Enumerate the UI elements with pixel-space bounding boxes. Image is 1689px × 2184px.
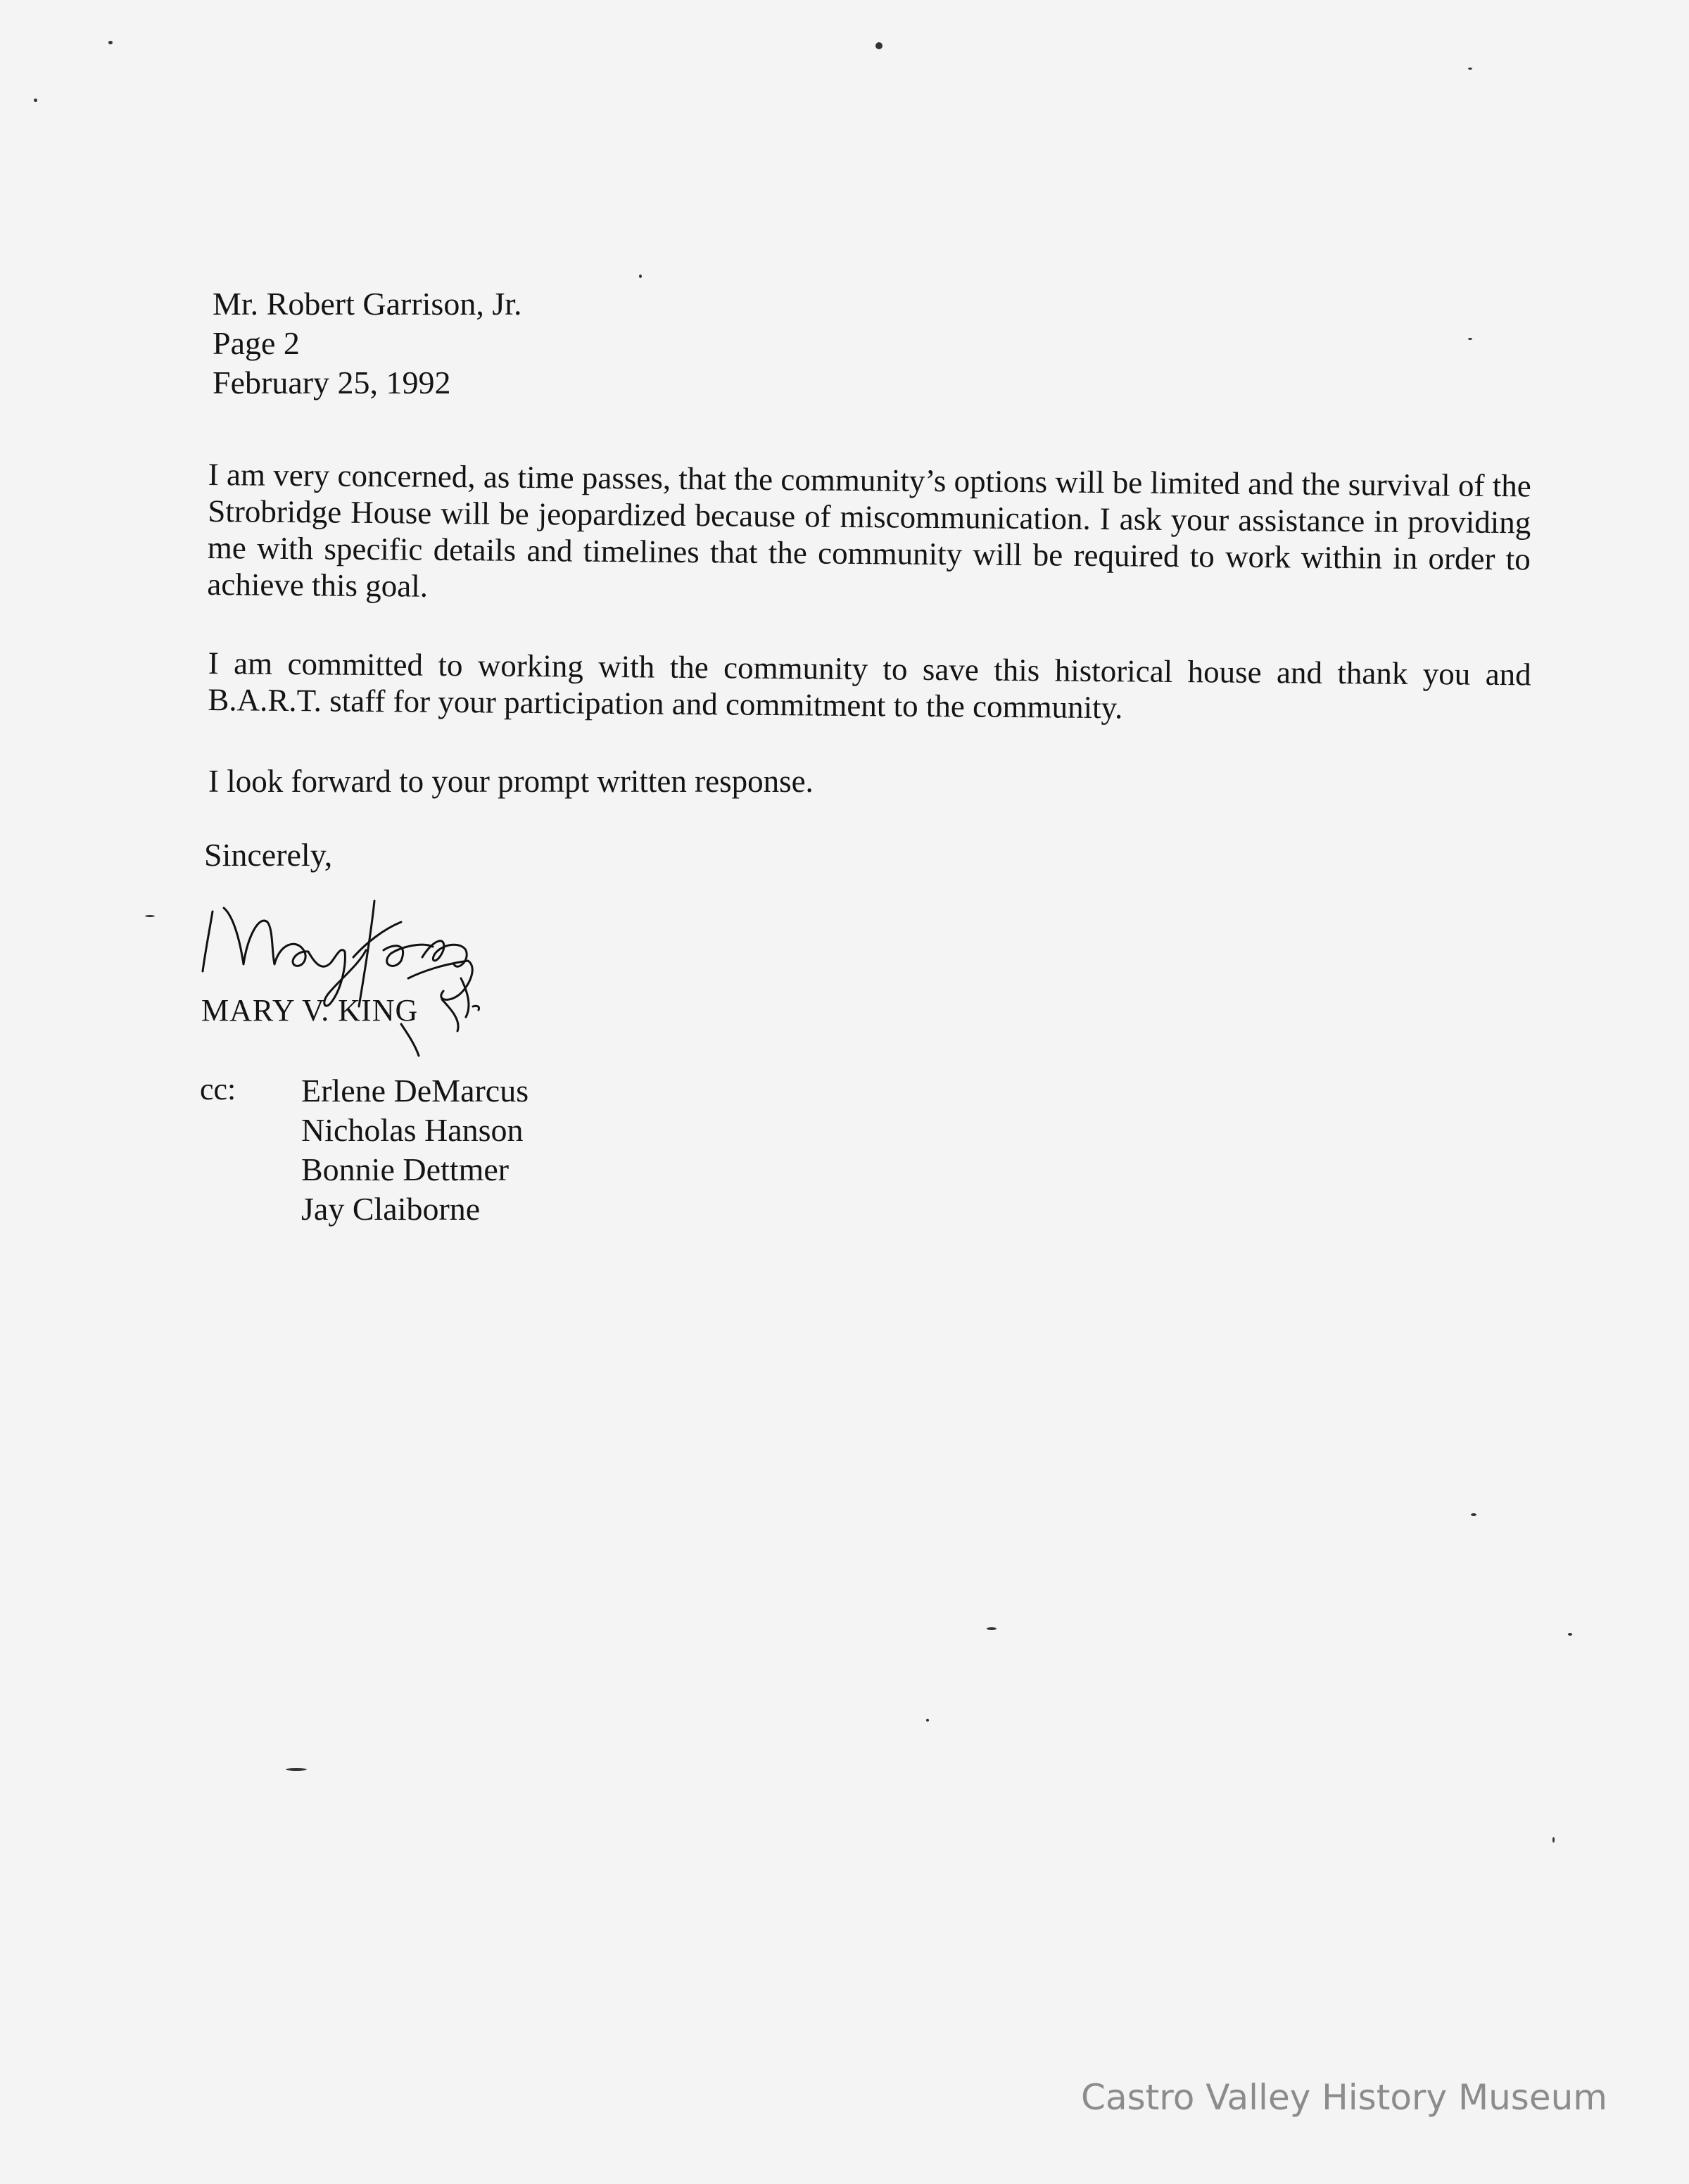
cc-recipient: Nicholas Hanson [301, 1112, 524, 1148]
page-number: Page 2 [213, 325, 300, 361]
scan-speck [145, 915, 155, 917]
letter-date: February 25, 1992 [213, 365, 451, 400]
cc-recipient: Bonnie Dettmer [301, 1151, 510, 1187]
signer-name: MARY V. KING [201, 993, 419, 1028]
body-paragraph-3: I look forward to your prompt written response. [208, 764, 814, 799]
scan-speck [926, 1719, 929, 1722]
body-paragraph-2: I am committed to working with the community to save this historical house and thank you and B.A.R.T. staff for your participation and commitment to the community. [208, 645, 1531, 726]
recipient-name: Mr. Robert Garrison, Jr. [213, 286, 522, 322]
closing-salutation: Sincerely, [204, 837, 333, 873]
cc-recipient: Jay Claiborne [301, 1191, 481, 1227]
scan-speck [1568, 1633, 1572, 1636]
cc-list [301, 1071, 529, 1229]
scan-speck [286, 1768, 307, 1771]
scan-speck [875, 42, 883, 49]
handwritten-signature [190, 873, 584, 1063]
scan-speck [1471, 1513, 1476, 1516]
scan-speck [639, 274, 642, 278]
letter-header [213, 284, 522, 403]
scan-speck [1552, 1837, 1555, 1843]
scan-speck [34, 99, 37, 102]
body-paragraph-1: I am very concerned, as time passes, that the community’s options will be limited and the survival of the Strobridge House will be jeopardized because of miscommunication. I ask your assistance in providing me with specific details and timelines that the community will be required to work within in order to achieve this goal. [207, 456, 1531, 604]
scan-speck [987, 1627, 997, 1630]
scan-speck [1468, 338, 1472, 340]
scan-speck [108, 41, 113, 44]
museum-watermark: Castro Valley History Museum [1081, 2077, 1607, 2118]
scan-speck [1468, 68, 1472, 70]
cc-recipient: Erlene DeMarcus [301, 1073, 529, 1109]
cc-label: cc: [200, 1072, 236, 1106]
